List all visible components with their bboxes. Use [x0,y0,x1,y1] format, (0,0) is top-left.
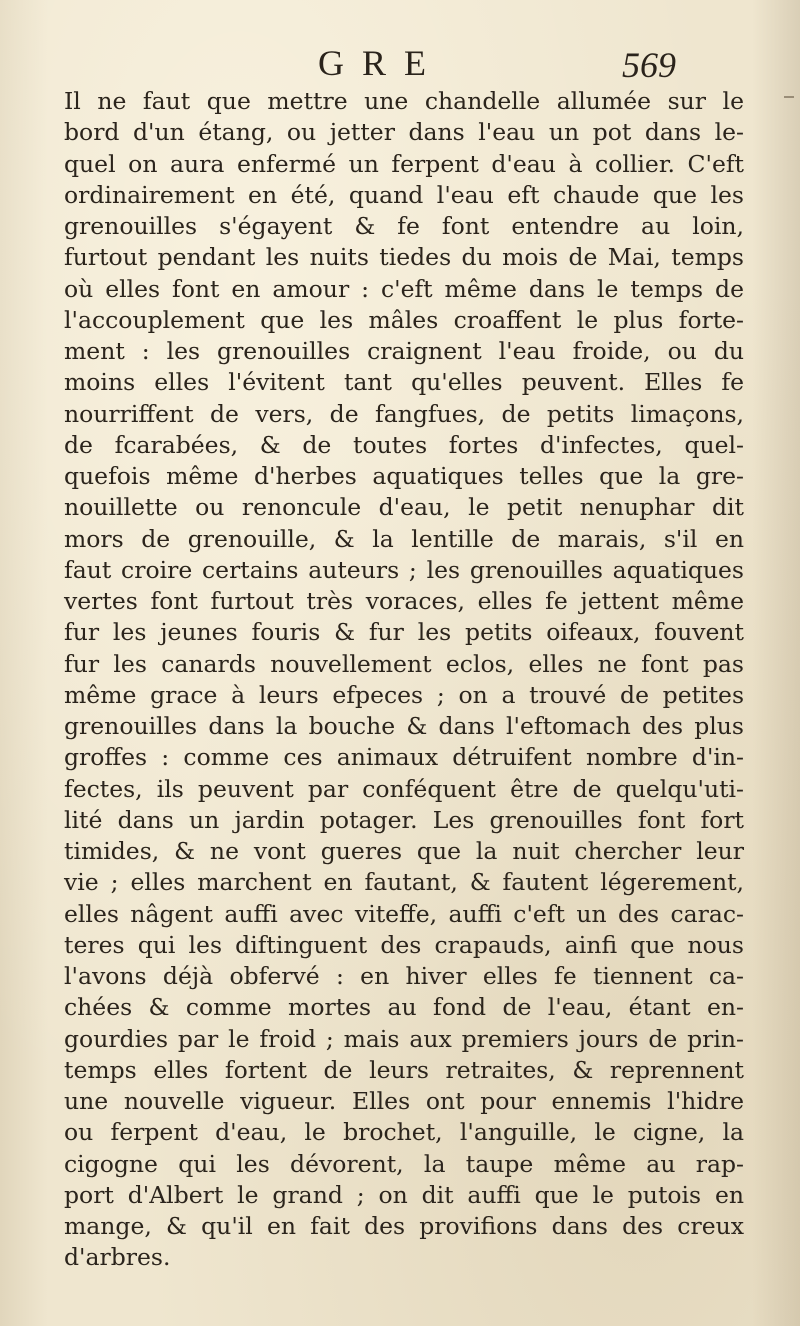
text-line: fur les canards nouvellement eclos, elles ne font pas [64,649,744,678]
text-line: gourdies par le froid ; mais aux premiers jours de prin- [64,1024,744,1053]
text-line: groffes : comme ces animaux détruifent nombre d'in- [64,743,744,772]
text-line: quel on aura enfermé un ferpent d'eau à collier. C'eft [64,149,744,178]
text-line: teres qui les diftinguent des crapauds, ainfi que nous [64,930,744,959]
margin-mark [784,96,794,98]
text-line: furtout pendant les nuits tiedes du mois de Mai, temps [64,243,744,272]
text-line: ou ferpent d'eau, le brochet, l'anguille, le cigne, la [64,1118,744,1147]
text-line: ordinairement en été, quand l'eau eft chaude que les [64,180,744,209]
text-line: grenouilles s'égayent & fe font entendre au loin, [64,212,744,240]
page-header [0,42,800,92]
text-line: cigogne qui les dévorent, la taupe même au rap- [64,1149,744,1178]
text-line: de fcarabées, & de toutes fortes d'infectes, quel- [64,430,744,459]
body-text [64,86,744,1274]
text-line: même grace à leurs efpeces ; on a trouvé de petites [64,680,744,709]
text-line: fectes, ils peuvent par conféquent être de quelqu'uti- [64,774,744,803]
text-line: mors de grenouille, & la lentille de marais, s'il en [64,524,744,553]
text-line: lité dans un jardin potager. Les grenouilles font fort [64,805,744,834]
text-line: timides, & ne vont gueres que la nuit chercher leur [64,837,744,865]
text-line: quefois même d'herbes aquatiques telles que la gre- [64,462,744,490]
text-line: faut croire certains auteurs ; les grenouilles aquatiques [64,555,744,584]
text-line: vertes font furtout très voraces, elles fe jettent même [64,587,744,615]
text-line: elles nâgent auffi avec viteffe, auffi c'eft un des carac- [64,899,744,928]
text-line: chées & comme mortes au fond de l'eau, étant en- [64,993,744,1022]
text-line: nourriffent de vers, de fangfues, de petits limaçons, [64,399,744,428]
text-line: moins elles l'évitent tant qu'elles peuvent. Elles fe [64,368,744,397]
text-line: où elles font en amour : c'eft même dans le temps de [64,274,744,303]
text-line: fur les jeunes fouris & fur les petits oifeaux, fouvent [64,618,744,647]
text-line: l'accouplement que les mâles croaffent le plus forte- [64,305,744,334]
text-line: mange, & qu'il en fait des provifions dans des creux [64,1212,744,1240]
text-line: l'avons déjà obfervé : en hiver elles fe tiennent ca- [64,962,744,990]
text-line: Il ne faut que mettre une chandelle allumée sur le [64,87,744,115]
page-number: 569 [622,45,676,85]
text-line: d'arbres. [64,1243,171,1272]
text-line: une nouvelle vigueur. Elles ont pour ennemis l'hidre [64,1087,744,1115]
text-line: bord d'un étang, ou jetter dans l'eau un pot dans le- [64,118,744,147]
text-line: nouillette ou renoncule d'eau, le petit nenuphar dit [64,493,744,522]
text-line: port d'Albert le grand ; on dit auffi que le putois en [64,1180,744,1209]
text-line: ment : les grenouilles craignent l'eau froide, ou du [64,337,744,365]
text-line: vie ; elles marchent en fautant, & fautent légerement, [64,868,744,897]
text-line: grenouilles dans la bouche & dans l'eftomach des plus [64,712,744,740]
running-head: GRE [318,43,444,83]
text-line: temps elles fortent de leurs retraites, & reprennent [64,1055,744,1084]
